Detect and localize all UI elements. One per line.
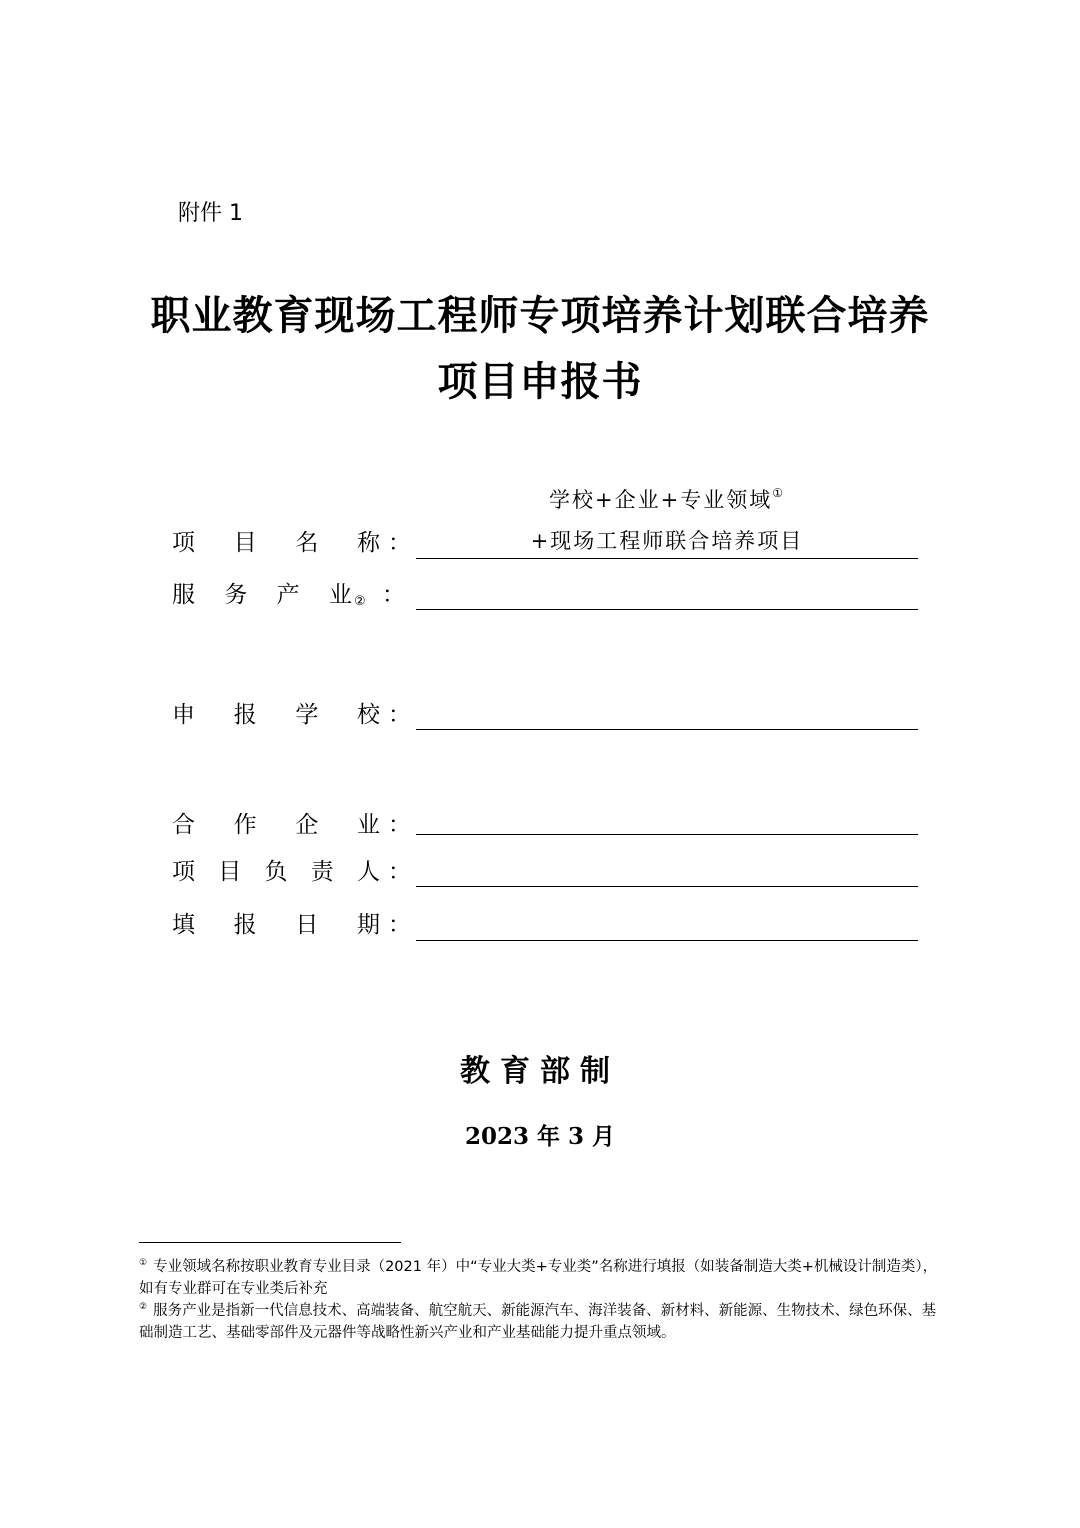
footnote-ref-2: ②: [354, 594, 366, 609]
attachment-label: 附件 1: [178, 201, 243, 226]
company-label-row: [172, 806, 412, 839]
school-label: 申报学校: [172, 702, 380, 728]
date-field[interactable]: [416, 940, 918, 941]
project-name-value-text1: 学校+企业+专业领域: [549, 488, 773, 512]
colon: ：: [388, 912, 411, 938]
project-name-label: 项目名称: [172, 530, 380, 556]
industry-field[interactable]: [416, 609, 918, 610]
document-title-line2: 项目申报书: [437, 358, 643, 405]
footnote-divider: [139, 1242, 401, 1243]
footnote-text-2: 服务产业是指新一代信息技术、高端装备、航空航天、新能源汽车、海洋装备、新材料、新能源、生物技术、绿色环保、基础制造工艺、基础零部件及元器件等战略性新兴产业和产业基础能力提升重点领域。: [139, 1303, 937, 1341]
leader-label: 项目负责人: [172, 859, 380, 885]
footnote-mark-1: ①: [139, 1258, 148, 1268]
leader-field[interactable]: [416, 886, 918, 887]
colon: ：: [382, 582, 405, 608]
project-name-label-row: [172, 524, 412, 557]
footnote-ref-1: ①: [772, 486, 785, 500]
project-name-value-line1: [416, 484, 918, 514]
date-label: 填报日期: [172, 912, 380, 938]
industry-label-row: [172, 576, 412, 609]
industry-label: 服务产业: [172, 582, 352, 608]
project-name-field[interactable]: [416, 558, 918, 559]
school-label-row: [172, 696, 412, 729]
company-field[interactable]: [416, 834, 918, 835]
issue-date: 2023 年 3 月: [464, 1123, 616, 1150]
colon: ：: [388, 530, 411, 556]
issuer: 教育部制: [460, 1054, 620, 1089]
leader-label-row: [172, 853, 412, 886]
footnote-text-1: 专业领域名称按职业教育专业目录（2021 年）中“专业大类+专业类”名称进行填报（如装备制造大类+机械设计制造类），如有专业群可在专业类后补充: [139, 1259, 938, 1297]
date-label-row: [172, 906, 412, 939]
footnote-mark-2: ②: [139, 1302, 148, 1312]
footnote-2: [139, 1296, 944, 1344]
project-name-value-line2: +现场工程师联合培养项目: [530, 529, 804, 553]
school-field[interactable]: [416, 729, 918, 730]
company-label: 合作企业: [172, 812, 380, 838]
document-title-line1: 职业教育现场工程师专项培养计划联合培养: [150, 292, 930, 339]
colon: ：: [388, 702, 411, 728]
colon: ：: [388, 859, 411, 885]
colon: ：: [388, 812, 411, 838]
footnote-1: [139, 1252, 944, 1300]
